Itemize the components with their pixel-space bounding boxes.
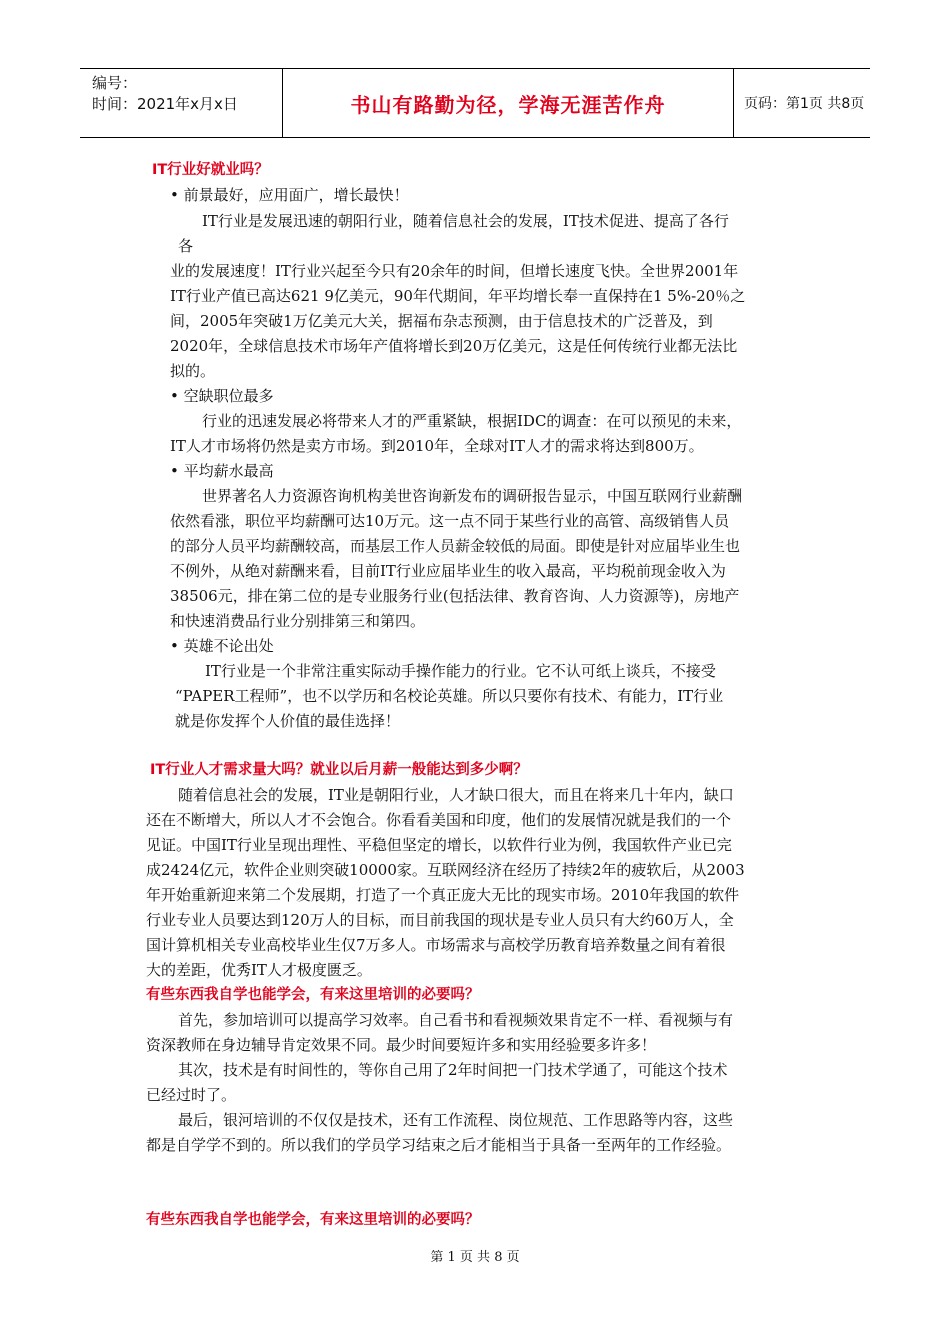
paragraph-line: 的部分人员平均薪酬较高，而基层工作人员薪金较低的局面。即使是针对应届毕业生也: [170, 537, 741, 555]
header-meta: [80, 69, 282, 137]
bullet-heroes: • 英雄不论出处: [170, 637, 274, 655]
paragraph-line: 随着信息社会的发展，IT业是朝阳行业，人才缺口很大，而且在将来几十年内，缺口: [178, 786, 734, 804]
paragraph-line: 国计算机相关专业高校毕业生仅7万多人。市场需求与高校学历教育培养数量之间有着很: [146, 936, 726, 954]
paragraph-line: 间，2005年突破1万亿美元大关，据福布杂志预测，由于信息技术的广泛普及，到: [170, 312, 713, 330]
header-motto: 书山有路勤为径，学海无涯苦作舟: [282, 69, 734, 137]
bullet-salary: • 平均薪水最高: [170, 462, 274, 480]
paragraph-line: 不例外，从绝对薪酬来看，目前IT行业应届毕业生的收入最高，平均税前现金收入为: [170, 562, 726, 580]
section-heading-training-need: 有些东西我自学也能学会，有来这里培训的必要吗？: [146, 987, 480, 1003]
bullet-prospects: • 前景最好，应用面广，增长最快！: [170, 186, 409, 204]
paragraph-line: IT行业是发展迅速的朝阳行业，随着信息社会的发展，IT技术促进、提高了各行: [202, 212, 729, 230]
paragraph-line: 最后，银河培训的不仅仅是技术，还有工作流程、岗位规范、工作思路等内容，这些: [178, 1111, 734, 1129]
page-footer: 第 1 页 共 8 页: [430, 1250, 520, 1265]
document-number-label: 编号：: [92, 74, 138, 92]
paragraph-line: 还在不断增大，所以人才不会饱合。你看看美国和印度，他们的发展情况就是我们的一个: [146, 811, 732, 829]
paragraph-line: 2020年，全球信息技术市场年产值将增长到20万亿美元，这是任何传统行业都无法比: [170, 337, 738, 355]
paragraph-line: 都是自学学不到的。所以我们的学员学习结束之后才能相当于具备一至两年的工作经验。: [146, 1136, 732, 1154]
paragraph-line: IT行业产值已高达621 9亿美元，90年代期间，年平均增长奉一直保持在1 5%-20％之: [170, 287, 746, 305]
paragraph-line: 年开始重新迎来第二个发展期，打造了一个真正庞大无比的现实市场。2010年我国的软件: [146, 886, 740, 904]
paragraph-line: 依然看涨，职位平均薪酬可达10万元。这一点不同于某些行业的高管、高级销售人员: [170, 512, 730, 530]
paragraph-line: 业的发展速度！IT行业兴起至今只有20余年的时间，但增长速度飞快。全世界2001年: [170, 262, 739, 280]
page-header: [80, 68, 870, 138]
section-heading-it-employment: IT行业好就业吗？: [152, 162, 269, 178]
paragraph-line: 其次，技术是有时间性的，等你自己用了2年时间把一门技术学通了，可能这个技术: [178, 1061, 728, 1079]
paragraph-line: 成2424亿元，软件企业则突破10000家。互联网经济在经历了持续2年的疲软后，从2003: [146, 861, 745, 879]
paragraph-line: 见证。中国IT行业呈现出理性、平稳但坚定的增长，以软件行业为例，我国软件产业已完: [146, 836, 732, 854]
paragraph-line: 行业的迅速发展必将带来人才的严重紧缺，根据IDC的调查：在可以预见的未来，: [202, 412, 742, 430]
paragraph-line: IT行业是一个非常注重实际动手操作能力的行业。它不认可纸上谈兵，不接受: [205, 662, 716, 680]
paragraph-line: 行业专业人员要达到120万人的目标，而目前我国的现状是专业人员只有大约60万人，全: [146, 911, 734, 929]
header-page-info: 页码：第1页 共8页: [744, 96, 865, 112]
section-heading-talent-demand: IT行业人才需求量大吗？就业以后月薪一般能达到多少啊？: [150, 762, 528, 778]
paragraph-line: 世界著名人力资源咨询机构美世咨询新发布的调研报告显示，中国互联网行业薪酬: [202, 487, 743, 505]
paragraph-line: 和快速消费品行业分别排第三和第四。: [170, 612, 426, 630]
paragraph-line: 已经过时了。: [146, 1086, 237, 1104]
paragraph-line: 就是你发挥个人价值的最佳选择！: [175, 712, 401, 730]
paragraph-line: 大的差距，优秀IT人才极度匮乏。: [146, 961, 372, 979]
paragraph-line: IT人才市场将仍然是卖方市场。到2010年，全球对IT人才的需求将达到800万。: [170, 437, 704, 455]
paragraph-line: 拟的。: [170, 362, 216, 380]
paragraph-line: 38506元，排在第二位的是专业服务行业(包括法律、教育咨询、人力资源等)，房地产: [170, 587, 740, 605]
paragraph-line: 首先，参加培训可以提高学习效率。自己看书和看视频效果肯定不一样、看视频与有: [178, 1011, 734, 1029]
paragraph-line: “PAPER工程师”，也不以学历和名校论英雄。所以只要你有技术、有能力，IT行业: [175, 687, 724, 705]
paragraph-line: 资深教师在身边辅导肯定效果不同。最少时间要短许多和实用经验要多许多！: [146, 1036, 657, 1054]
paragraph-line: 各: [178, 237, 194, 255]
section-heading-training-need-repeat: 有些东西我自学也能学会，有来这里培训的必要吗？: [146, 1212, 480, 1228]
bullet-vacancies: • 空缺职位最多: [170, 387, 274, 405]
document-date: 时间：2021年x月x日: [92, 95, 238, 113]
